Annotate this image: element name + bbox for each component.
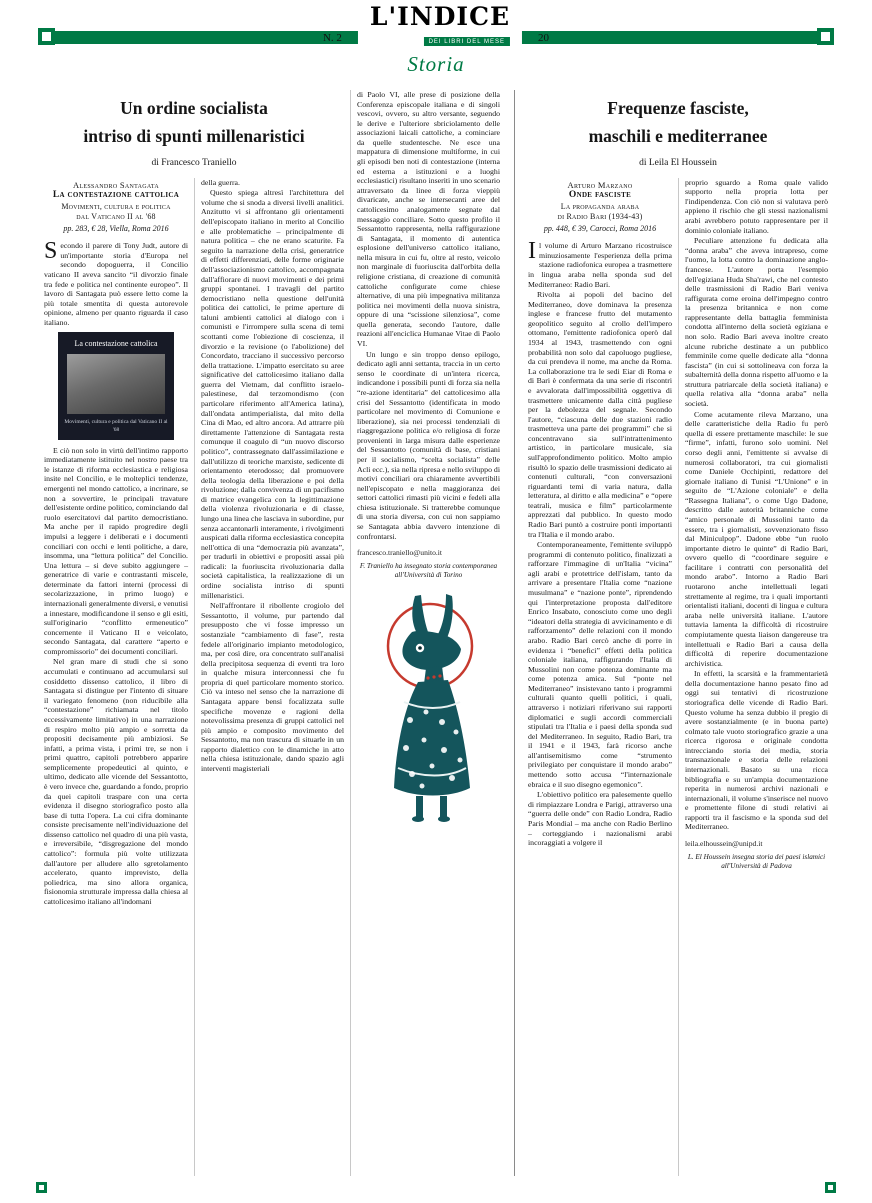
paragraph: Come acutamente rileva Marzano, una delle caratteristiche della Radio fu però quella di essere prettamente maschile: le sue “firme”, infatti, furono solo uomini. Nel corso degli anni, l'emittente si avvalse di numerosi collaboratori, tra cui giornalisti come Daniele Occhipinti, redattore del giornale italiano di Tunisi “L'Unione” e in seguito de “L'Azione coloniale” e della “Rassegna Italiana”, o come Ugo Dadone, descritto dalle autorità britanniche come “amico personale di Mussolini tanto da essere, tra i giornalisti, sovvenzionato fisso dal Miniculpop”. Dadone ebbe “un ruolo importante dietro le quinte” di Radio Bari, ovvero quello di “coordinare seguire e facilitare i contratti con personalità del mondo arabo”. Intorno a Radio Bari ruotarono anche intellettuali legati strettamente al regime, tra i quali importanti orientalisti italiani, docenti di lingua e cultura araba nelle università italiane. L'autore tuttavia lamenta la difficoltà di ricostruire compiutamente questa liaison dangereuse tra intellettuali e Radio Bari a causa della difficoltà di reperire documentazione archivistica. — [685, 409, 828, 668]
author-bio: F. Traniello ha insegnato storia contemporanea all'Università di Torino — [359, 562, 498, 580]
masthead — [323, 4, 549, 52]
book-cover-photo — [67, 354, 165, 414]
book-details: pp. 283, € 28, Viella, Roma 2016 — [63, 224, 169, 234]
right-article-header — [522, 90, 834, 178]
donkey-figure-drawing — [360, 590, 498, 822]
body-cloak — [394, 680, 470, 796]
book-subtitle-2: dal Vaticano II al '68 — [76, 212, 156, 222]
footer-left-square — [36, 1182, 47, 1193]
left-foot — [412, 816, 424, 822]
book-info — [44, 180, 188, 235]
article-right — [522, 90, 834, 1176]
left-leg — [416, 796, 423, 818]
book-cover-title: La contestazione cattolica — [74, 339, 158, 349]
collar-dot — [438, 675, 441, 678]
book-author: Alessandro Santagata — [72, 179, 160, 190]
paragraph: In effetti, la scarsità e la frammentarietà della documentazione hanno pesato fino ad oggi sui tentativi di ricostruzione storiografica delle vicende di Radio Bari. Questo volume ha senza dubbio il pregio di avere sostanzialmente (e in buona parte) colmato tale vuoto storiografico grazie a una ricerca rigorosa e originale condotta intrecciando storia dei media, storia transnazionale e storia delle relazioni internazionali. Basato su una ricca bibliografia e su un'ampia documentazione reperita in numerosi archivi nazionali e internazionali, il volume s'inserisce nel nuovo e promettente filone di studi relativi ai rapporti tra il fascismo e la sponda sud del Mediterraneo. — [685, 669, 829, 832]
right-ear — [437, 594, 453, 640]
book-cover-subtitle: Movimenti, cultura e politica dal Vaticano II al '68 — [64, 419, 168, 433]
article-left — [38, 90, 506, 1176]
paragraph: proprio sguardo a Roma quale valido supporto nella propria lotta per l'indipendenza. Con ciò non si valutava però appieno il rischio che gli stessi nazionalismi arabi avrebbero potuto rappresentare per il dominio coloniale italiano. — [685, 177, 828, 235]
book-author: Arturo Marzano — [567, 179, 633, 190]
body-text — [44, 446, 188, 907]
body-text — [357, 90, 500, 541]
body-text — [201, 178, 344, 774]
book-subtitle-2: di Radio Bari (1934-43) — [557, 212, 643, 222]
left-article-title — [46, 98, 342, 148]
section-title: Storia — [407, 52, 465, 76]
donkey-head — [402, 631, 461, 670]
title-line-2: maschili e mediterranee — [588, 125, 768, 146]
page-content — [38, 90, 834, 1176]
paragraph: E ciò non solo in virtù dell'intimo rapporto immediatamente istituito nel nostro paese tra le istanze di riforma ecclesiastica e religiosa insite nel Concilio, e le molteplici tendenze, emergenti nel mondo cattolico, a incrinare, se non a sovvertire, le principali travature dell'esistente ordine politico, cominciando dal ruolo esercitatovi dal partito democristiano. Ma anche per il rapido progredire degli impulsi a leggere i deliberati e i documenti conciliari con occhi e lenti politiche, a dare, insomma, una “lettura politica” del Concilio. Una lettura – si deve subito aggiungere – generatrice di varie e contrastanti miscele, determinate da fattori interni (processi di secolarizzazione, in primo luogo) e internazionali generalmente diversi, e venutisi a innestare, modificandone il senso e gli esiti, sull'originario “conflitto ermeneutico” concernente il Vaticano II e veicolato, secondo Santagata, dal carattere “aperto e compromissorio” dei documenti conciliari. — [44, 445, 188, 656]
left-column-3 — [350, 90, 506, 1176]
header-left-square — [38, 28, 55, 45]
left-column-2 — [194, 178, 350, 1176]
right-article-byline: di Leila El Houssein — [639, 157, 717, 168]
paragraph: Nel gran mare di studi che si sono accumulati e continuano ad accumularsi sul cosiddetto dissenso cattolico, il libro di Santagata si distingue per l'intento di situare il variegato fenomeno (non riducibile alla “contestazione” richiamata nel titolo eccessivamente limitativo) in una narrazione di respiro molto più ampio e sorretta da propositi decisamente più ambiziosi. Se infatti, a prima vista, i primi tre, se non i primi quattro, capitoli potrebbero apparire semplicemente propedeutici al quinto, e ultimo, dedicato alle vicende del Sessantotto, è vero invece che, guardando a fondo, proprio da quei capitoli traspare con una certa evidenza il disegno storiografico posto alla base di tutta l'opera. La cui cifra dominante consiste precisamente nell'individuazione del dissenso cattolico nel quadro di una più vasta, e irreversibile, “disgregazione del mondo cattolico”: formula più volte utilizzata dall'autore per alludere allo sgretolamento accelerato, quanto imprevisto, della poliedrica, ma sino allora organica, fisionomia strutturale impressa dalla chiesa al cattolicesimo italiano all'indomani — [44, 657, 188, 906]
author-email: francesco.traniello@unito.it — [357, 548, 443, 558]
body-text — [528, 238, 672, 848]
book-subtitle-1: Movimenti, cultura e politica — [61, 202, 171, 212]
title-line-2: intriso di spunti millenaristici — [83, 125, 305, 146]
paragraph: Nell'affrontare il ribollente crogiolo del Sessantotto, il volume, pur partendo dal presupposto che vi fosse impresso un sostanziale “cambiamento di fase”, resta fedele all'originario impianto metodologico, ma, per così dire, ora concentrato sull'analisi della precipitosa sequenza di eventi tra loro in qualche misura interconnessi che fu propria di quel particolare momento storico. Ciò va inteso nel senso che la narrazione di Santagata appare bensì focalizzata sulle specifiche movenze e ragioni della notevolissima presenza di gruppi cattolici nel più ampio e composito movimento del Sessantotto, ma non trascura di situarle in un rapporto dialettico con le dinamiche in atto nella chiesa istituzionale, dando spazio agli interventi magisteriali — [201, 601, 344, 774]
creature-illustration — [357, 590, 500, 827]
paragraph: Questo spiega altresì l'architettura del volume che si snoda a diversi livelli analitici. Anzitutto vi si affrontano gli orientamenti dell'episcopato italiano in merito al Concilio e alle problematiche – principalmente di natura politica – che ne erano scaturite. Fa seguito la narrazione della crisi, generatrice di effetti differenziati, delle forme originarie dell'associazionismo cattolico, accompagnata dall'affiorare di nuovi movimenti e dei primi gruppi spontanei. I travagli del partito democristiano nella questione dell'unità politica dei cattolici, le prime aperture di taluni ambienti cattolici al dialogo con i comunisti e l'irrompere sulla scena di temi scottanti come l'obiezione di coscienza, il divorzio e la revisione (o l'abolizione) del Concordato, tracciano il successivo percorso della trattazione. L'impatto esercitato su aree significative del cattolicesimo italiano dalla guerra del Vietnam, dal conflitto israelo-palestinese, dal terzomondismo (con particolare riferimento all'America latina), dall'ondata antimperialista, dal mito della Cina di Mao, ed altro ancora. Ad attrarre più direttamente l'attenzione di Santagata resta comunque il coagulo di “un nuovo discorso politico”, contrassegnato dall'assimilazione e dall'utilizzo di teoriche marxiste, sedicente di orientamento eterodosso; dal promuovere della teologia della liberazione e poi della rivoluzione; dalla convivenza di un pacifismo di matrice evangelica con la legittimazione della violenza rivoluzionaria e di classe, lungo una linea che lasciava in subordine, pur senza accantonarli interamente, i rivolgimenti auspicati dalla riforma ecclesiastica concepita nell'ottica di una “democrazia più avanzata”, per tradurli in obiettivi e propositi assai più radicali: la fuoriuscita rivoluzionaria dalla società capitalistica, la realizzazione di un ordine socialista intriso di spunti millenaristici. — [201, 188, 344, 600]
left-article-header — [38, 90, 350, 178]
title-line-1: Frequenze fasciste, — [607, 98, 749, 118]
page-number: 20 — [538, 32, 550, 44]
paragraph: della guerra. — [201, 177, 240, 187]
paragraph: Secondo il parere di Tony Judt, autore di un'importante storia d'Europa nel secondo dopoguerra, il Concilio vaticano II aveva sancito “il divorzio finale tra fede e politica nel continente europeo”. Il lavoro di Santagata può essere letto come la più totale smentita di questa autorevole opinione, almeno per quanto riguarda il caso italiano. — [44, 238, 188, 327]
logo-subtitle: DEI LIBRI DEL MESE — [424, 37, 510, 46]
right-foot — [438, 816, 450, 822]
paragraph: Il volume di Arturo Marzano ricostruisce minuziosamente l'esperienza della prima stazione radiofonica europea a trasmettere in lingua araba nella sponda sud del Mediterraneo: Radio Bari. — [528, 238, 672, 289]
logo-subtitle-wrap — [370, 30, 510, 48]
book-info — [528, 180, 672, 235]
issue-number: N. 2 — [322, 32, 342, 44]
book-title: La contestazione cattolica — [52, 190, 180, 201]
paragraph: di Paolo VI, alle prese di posizione della Conferenza episcopale italiana e di singoli vescovi, ovvero, su altro versante, seguendo le derive e l'ulteriore sbriciolamento delle associazioni laicali cattoliche, a cominciare da quelle studentesche. Ne esce una mappatura di dimensione multiforme, in cui gli episodi ben noti di contestazione (interna ed esterna a istituzioni e a luoghi ecclesiastici) risultano inseriti in uno scenario attraversato da linee di forza vieppiù divaricate, anche se intersecanti aree del cattolicesimo analogamente segnate dal messaggio conciliare. Sotto questo profilo il Sessantotto rappresenta, nella raffigurazione di Santagata, il momento di autentica esplosione dell'universo cattolico italiano, nella misura in cui fu, oltre al resto, veicolo non marginale di fuoriuscita dall'orbita della religione cristiana, di creazione di comunità cattoliche configurate come chiese alternative, di una più impegnativa militanza politica nei movimenti della nuova sinistra, oppure di una “scissione silenziosa”, come quella generata, secondo l'autore, dalle reazioni all'enciclica Humanae Vitae di Paolo VI. — [357, 90, 500, 349]
footer-right-square — [825, 1182, 836, 1193]
paragraph: Contemporaneamente, l'emittente sviluppò programmi di contenuto politico, finalizzati a rafforzare l'immagine di un'Italia “vicina” agli arabi e protettrice dell'islam, tanto da arrivare a presentare l'Italia come “nazione musulmana” e “nazione ponte”, riprendendo qui l'interpretazione proposta dall'editore Enrico Insabato, conosciuto come uno degli “ideatori della strategia di avvicinamento e di rafforzamento” delle relazioni con il mondo arabo. Radio Bari cercò anche di porre in evidenza i “benefici” effetti della politica coloniale italiana, raffigurando l'Italia di Mussolini non come potenza dominante ma come potenza amica. Sul “ponte nel Mediterraneo” insistevano tanto i programmi culturali quanto quelli politici, i quali, attraverso i notiziari riferivano sui rapporti diplomatici e sugli accordi commerciali stipulati tra l'Italia e i paesi della sponda sud del Mediterraneo. In seguito, Radio Bari, tra il 1941 e il 1943, farà ricorso anche all'antisemitismo come “strumento privilegiato per conquistare il mondo arabo” mettendo sotto accusa “l'internazionale ebraica e il suo disegno egemonico”. — [528, 540, 672, 789]
body-text — [44, 238, 188, 327]
paragraph: L'obiettivo politico era palesemente quello di rimpiazzare Londra e Parigi, attraverso una “guerra delle onde” con Radio Londra, Radio Paris Mondial – ma anche con Radio Berlino – corteggiando i nazionalismi arabi incoraggiati a volgere il — [528, 790, 672, 848]
paragraph: Rivolta ai popoli del bacino del Mediterraneo, dove dominava la presenza inglese e francese frutto del mutamento geopolitico seguito al crollo dell'impero ottomano, l'emittente radiofonica operò dal 1934 al 1943, trasmettendo con ogni probabilità non solo dal capoluogo pugliese, da cui prendeva il nome, ma anche da Roma. La collaborazione tra le sedi Eiar di Roma e di Bari è confermata da una serie di riscontri e avvalorata dall'impossibilità oggettiva di trasmettere unicamente dalla città pugliese per la debolezza del segnale. Secondo l'autore, “ciascuna delle due stazioni radio trasmetteva una parte dei programmi” che si concentravano sia sull'intrattenimento artistico, in particolare musicale, sia sull'approfondimento politico. Molto ampio risultò lo spazio delle trasmissioni dedicato ai contenuti culturali, “con conversazioni riguardanti temi di varia natura, dalla letteratura, al diritto e alla medicina” e “opere teatrali, musica e film” particolarmente apprezzati dal pubblico. In questo modo Radio Bari puntò a costruire ponti importanti tra l'Italia e il mondo arabo. — [528, 290, 672, 539]
header-right-square — [817, 28, 834, 45]
paragraph: Un lungo e sin troppo denso epilogo, dedicato agli anni settanta, traccia in un certo senso le coordinate di un'intera ricerca, indicandone i possibili punti di forza sia nella “re-azione identitaria” del cattolicesimo alla crisi del Sessantotto (identificata in modo particolare nel movimento di Comunione e liberazione), sia nei processi tendenziali di riaggregazione politica e/o religiosa di forze provenienti in larga misura dalle esperienze del Sessantotto (comunità di base, cristiani per il socialismo, “scelta socialista” delle Acli ecc.), sia nella ripresa e nello sviluppo di motivi conciliari ora chiaramente avvertibili nell'episcopato e nella maggioranza dei settori cattolici rimasti più vicini e fedeli alla chiesa istituzionale. Si tratterebbe comunque di una storia diversa, con cui non sappiamo se Santagata abbia davvero intenzione di confrontarsi. — [357, 349, 500, 541]
right-article-title — [530, 98, 826, 148]
right-column-1 — [522, 178, 678, 1176]
collar-dot — [426, 677, 429, 680]
column-separator — [514, 90, 515, 1176]
paragraph: Peculiare attenzione fu dedicata alla “donna araba” che aveva intrapreso, come l'uomo, la lotta contro la dominazione anglo-francese. L'autore porta l'esempio dell'egiziana Huda Sha'rawi, che nel contesto delle trasmissioni di Radio Bari veniva raffigurata come eroina dell'impegno contro la presenza britannica e non come rappresentante della battaglia femminista condotta all'interno della società egiziana e non solo. Radio Bari aveva inoltre creato alcune rubriche destinate a un pubblico femminile come quelle dedicate alla “donna fascista” (in cui si sottolineava con forza la subalternità della donna rispetto all'uomo e la struttura patriarcale della società italiana) e quella relativa alla “donna araba” nella società. — [685, 236, 828, 409]
title-line-1: Un ordine socialista — [120, 98, 268, 118]
masthead-logo — [358, 4, 522, 52]
logo-title: L'INDICE — [369, 2, 511, 31]
left-article-byline: di Francesco Traniello — [151, 157, 237, 168]
book-details: pp. 448, € 39, Carocci, Roma 2016 — [543, 224, 657, 234]
book-subtitle-1: La propaganda araba — [560, 202, 640, 212]
book-title: Onde fasciste — [568, 190, 632, 201]
body-text — [685, 178, 828, 832]
right-leg — [440, 796, 447, 818]
eye-pupil — [418, 646, 422, 650]
book-cover — [58, 332, 174, 439]
author-email: leila.elhoussein@unipd.it — [685, 839, 763, 849]
left-column-1 — [38, 178, 194, 1176]
collar-dot — [432, 676, 435, 679]
author-bio: L. El Houssein insegna storia dei paesi islamici all'Università di Padova — [687, 853, 826, 871]
right-column-2 — [678, 178, 834, 1176]
page-header — [0, 0, 872, 84]
